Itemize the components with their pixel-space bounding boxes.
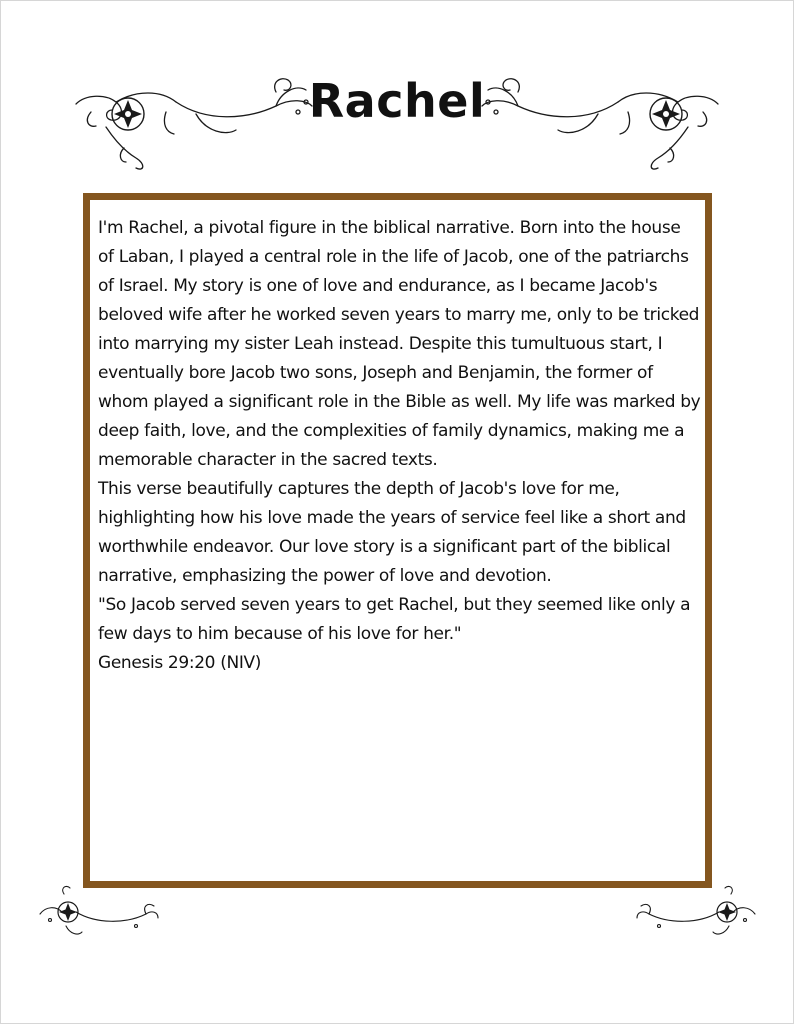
- story-text: [98, 214, 701, 678]
- top-right-flourish-icon: [478, 72, 728, 172]
- verse-quote: "So Jacob served seven years to get Rachel, but they seemed like only a few days to him because of his love for her.": [98, 595, 691, 644]
- biography-paragraph: I'm Rachel, a pivotal figure in the biblical narrative. Born into the house of Laban, I played a central role in the life of Jacob, one of the patriarchs of Israel. My story is one of love and endurance, as I became Jacob's beloved wife after he worked seven years to marry me, only to be tricked into marrying my sister Leah instead. Despite this tumultuous start, I eventually bore Jacob two sons, Joseph and Benjamin, the former of whom played a significant role in the Bible as well. My life was marked by deep faith, love, and the complexities of family dynamics, making me a memorable character in the sacred texts.: [98, 218, 701, 470]
- verse-reference: Genesis 29:20 (NIV): [98, 653, 262, 673]
- page-title: Rachel: [308, 74, 486, 128]
- bottom-right-flourish-icon: [634, 884, 759, 940]
- story-text-box: [83, 193, 712, 888]
- commentary-paragraph: This verse beautifully captures the depth of Jacob's love for me, highlighting how his love made the years of service feel like a short and worthwhile endeavor. Our love story is a significant part of the biblical narrative, emphasizing the power of love and devotion.: [98, 479, 686, 586]
- bottom-left-flourish-icon: [36, 884, 161, 940]
